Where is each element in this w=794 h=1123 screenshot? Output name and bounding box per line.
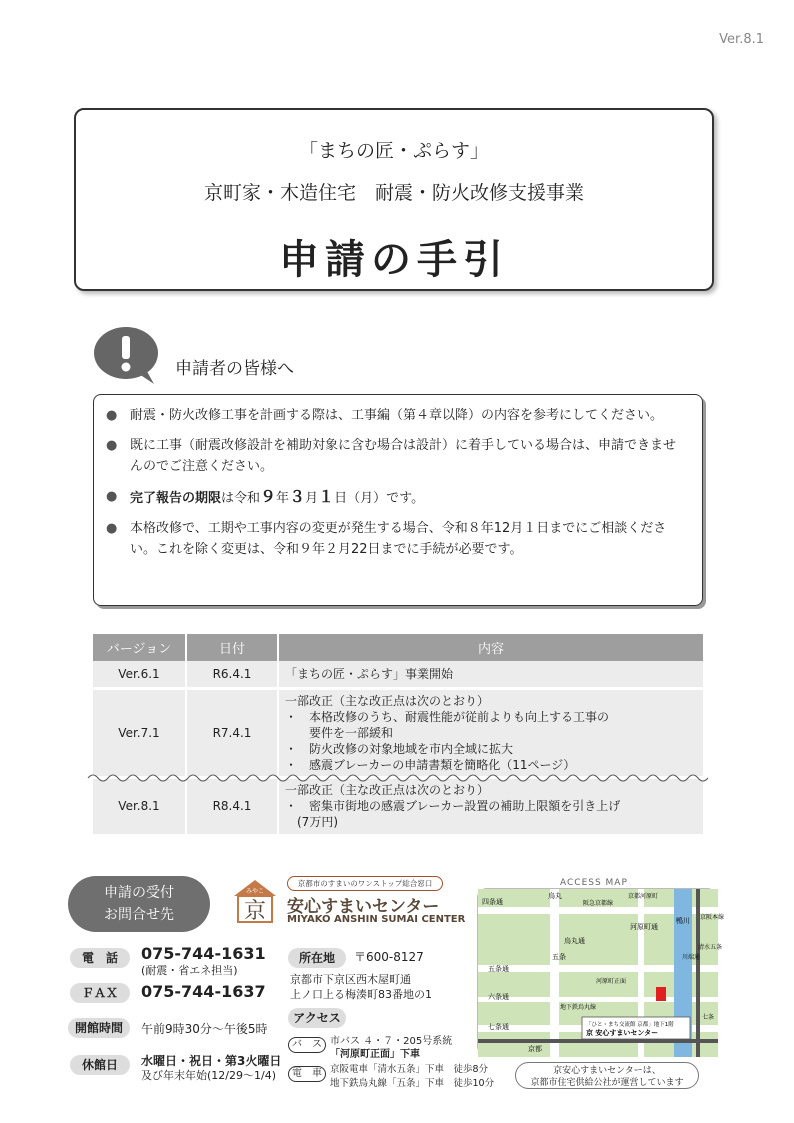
svg-text:七条通: 七条通 [488,1023,509,1031]
svg-text:京都河原町: 京都河原町 [628,893,659,900]
svg-text:地下鉄烏丸線: 地下鉄烏丸線 [560,1004,597,1011]
bus-label: バ ス [288,1037,326,1053]
notice-item: ● 本格改修で、工期や工事内容の変更が発生する場合、令和８年12月１日までにご相談ください。これを除く変更は、令和９年２月22日までに手続が必要です。 [106,518,688,560]
deadline-label: 完了報告の期限 [130,491,222,506]
svg-text:「ひと・まち交流館 京都」地下1階: 「ひと・まち交流館 京都」地下1階 [586,1022,674,1028]
fax-label: ＦＡＸ [70,983,130,1003]
column-header: 日付 [186,634,278,661]
closed-note: 及び年末年始(12/29～1/4) [141,1069,276,1082]
page-title: 申請の手引 [279,237,509,283]
map-graphic [478,889,725,1057]
table-row: Ver.6.1 R6.4.1 「まちの匠・ぷらす」事業開始 [93,661,704,688]
bullet-icon: ● [106,408,118,423]
svg-text:河原町通: 河原町通 [630,923,658,931]
svg-text:みやこ: みやこ [245,888,265,895]
logo-name: 安心すまいセンター [287,897,440,917]
title-line-1: 「まちの匠・ぷらす」 [298,140,489,162]
address-line-1: 京都市下京区西木屋町通 [290,973,411,986]
address-line-2: 上ノ口上る梅湊町83番地の1 [290,988,432,1001]
column-header: 内容 [278,634,704,661]
center-marker-icon [656,987,666,1001]
revision-history-table [93,634,705,837]
train-route-1: 京阪電車「清水五条」下車 徒歩8分 [330,1064,489,1075]
svg-text:京 安心すまいセンター: 京 安心すまいセンター [586,1029,659,1037]
title-box [74,108,714,291]
notice-item: ● 耐震・防火改修工事を計画する際は、工事編（第４章以降）の内容を参考にしてください。 [106,405,688,426]
table-header-row [93,634,704,661]
notice-heading: 申請者の皆様へ [175,359,294,379]
svg-text:清水五条: 清水五条 [698,944,723,951]
notice-item-deadline: ● 完了報告の期限は令和９年３月１日（月）です。 [106,486,688,509]
train-label: 電 車 [288,1066,326,1082]
bullet-icon: ● [106,438,118,453]
svg-text:烏丸通: 烏丸通 [564,937,585,945]
access-label: アクセス [288,1008,346,1028]
bullet-icon: ● [106,521,118,536]
zip-code: 〒600-8127 [354,950,424,964]
notice-item: ● 既に工事（耐震改修設計を補助対象に含む場合は設計）に着手している場合は、申請できませんのでご注意ください。 [106,435,688,477]
fax-number: 075-744-1637 [141,982,266,1001]
svg-text:六条通: 六条通 [488,993,509,1001]
reception-badge: 申請の受付 お問合せ先 [68,876,210,932]
logo-english-name: MIYAKO ANSHIN SUMAI CENTER [287,914,466,925]
bus-stop: 「河原町正面」下車 [330,1049,420,1060]
phone-label: 電 話 [70,948,130,968]
access-map [477,888,725,1056]
wavy-divider [88,772,710,784]
address-label: 所在地 [288,948,346,968]
train-route-2: 地下鉄烏丸線「五条」下車 徒歩10分 [330,1078,495,1089]
svg-text:京都: 京都 [528,1045,542,1053]
svg-text:京: 京 [243,899,267,924]
svg-text:鴨川: 鴨川 [676,917,690,925]
column-header: バージョン [93,634,186,661]
title-line-2: 京町家・木造住宅 耐震・防火改修支援事業 [203,182,584,204]
logo-tagline: 京都市のすまいのワンストップ総合窓口 [287,876,443,891]
svg-text:烏丸: 烏丸 [548,892,562,900]
closed-days: 水曜日・祝日・第3火曜日 [141,1054,282,1068]
svg-text:河原町正面: 河原町正面 [596,978,627,985]
notice-box [93,394,703,606]
svg-text:阪急京都線: 阪急京都線 [583,900,614,907]
map-title: ACCESS MAP [560,878,628,888]
table-row: Ver.8.1 R8.4.1 一部改正（主な改正点は次のとおり） ・ 密集市街地の感震ブレーカー設置の補助上限額を引き上げ (7万円) [93,777,704,835]
svg-text:京阪本線: 京阪本線 [700,914,725,921]
svg-text:七条: 七条 [702,1014,715,1021]
map-note: 京安心すまいセンターは、 京都市住宅供給公社が運営しています [515,1062,699,1089]
hours-label: 開館時間 [68,1018,130,1038]
phone-number[interactable]: 075-744-1631 [141,944,266,963]
phone-note: (耐震・省エネ担当) [141,964,238,977]
hours-value: 午前9時30分～午後5時 [141,1022,268,1036]
version-label: Ver.8.1 [719,32,764,47]
svg-text:四条通: 四条通 [482,898,503,906]
exclamation-icon [92,326,158,384]
bullet-icon: ● [106,489,118,504]
bus-route: 市バス ４・７・205号系統 [330,1036,453,1047]
closed-label: 休館日 [70,1055,130,1075]
table-row: Ver.7.1 R7.4.1 一部改正（主な改正点は次のとおり） ・ 本格改修のうち、耐震性能が従前よりも向上する工事の 要件を一部緩和 ・ 防火改修の対象地域を市内全域に拡大 ・ 感震ブレーカーの申請書類を簡略化（11ページ） [93,688,704,777]
svg-text:川端通: 川端通 [682,954,701,961]
house-logo-icon [232,878,278,924]
svg-text:五条: 五条 [552,953,566,961]
svg-text:五条通: 五条通 [488,965,509,973]
